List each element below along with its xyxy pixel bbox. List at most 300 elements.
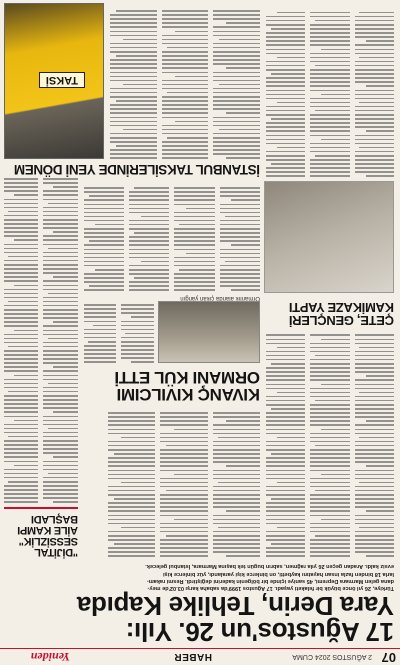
body-text-line (266, 130, 305, 132)
body-text-line (4, 502, 39, 504)
body-text-line (4, 272, 39, 274)
body-text-line (266, 16, 305, 18)
body-text-line (44, 375, 79, 377)
body-text-line (162, 84, 209, 86)
body-text-line (8, 391, 38, 393)
body-text-line (266, 400, 305, 402)
body-text-line (14, 194, 39, 196)
body-text-line (44, 309, 79, 311)
body-text-line (220, 204, 260, 206)
body-text-line (355, 498, 394, 500)
body-text-line (220, 236, 260, 238)
body-text-line (175, 277, 215, 279)
body-text-line (108, 461, 155, 463)
body-text-line (277, 102, 305, 104)
body-text-line (213, 551, 260, 553)
body-text-line (4, 334, 39, 336)
body-text-line (123, 84, 157, 86)
body-text-line (315, 20, 350, 22)
second-story-photo (158, 301, 260, 363)
body-text-line (266, 478, 305, 480)
body-text-line (175, 228, 215, 230)
body-text-line (310, 416, 349, 418)
body-text-line (4, 227, 39, 229)
body-text-line (310, 45, 349, 47)
body-text-line (355, 429, 394, 431)
body-text-line (44, 199, 79, 201)
body-text-line (44, 391, 79, 393)
body-text-line (160, 449, 207, 451)
body-text-line (175, 31, 209, 33)
body-text-line (44, 497, 79, 499)
body-text-line (160, 523, 207, 525)
body-text-line (84, 333, 117, 335)
body-text-line (175, 195, 215, 197)
body-text-line (175, 216, 215, 218)
body-text-line (44, 399, 79, 401)
body-text-line (48, 428, 78, 430)
body-text-line (310, 556, 349, 558)
body-text-line (110, 137, 157, 139)
body-text-line (355, 143, 394, 145)
body-text-line (48, 203, 78, 205)
body-text-line (213, 100, 260, 102)
body-text-line (162, 96, 209, 98)
body-text-line (160, 527, 207, 529)
body-text-line (44, 371, 79, 373)
body-text-line (310, 449, 349, 451)
body-text-line (355, 486, 394, 488)
body-text-line (226, 510, 260, 512)
body-text-line (310, 527, 349, 529)
body-text-line (129, 244, 169, 246)
body-text-line (266, 510, 305, 512)
body-text-line (53, 321, 78, 323)
body-text-line (355, 106, 394, 108)
body-text-line (366, 130, 394, 132)
body-text-line (160, 539, 207, 541)
body-text-line (14, 240, 39, 242)
body-text-line (84, 249, 124, 251)
body-text-line (266, 339, 305, 341)
body-text-line (122, 357, 155, 359)
body-text-line (167, 92, 208, 94)
body-text-line (162, 72, 209, 74)
body-text-line (220, 187, 260, 189)
body-text-line (315, 355, 350, 357)
body-text-line (44, 325, 79, 327)
body-text-line (310, 118, 349, 120)
body-text-line (44, 436, 79, 438)
body-text-line (213, 502, 260, 504)
body-text-line (108, 510, 155, 512)
body-text-line (213, 535, 260, 537)
body-text-line (266, 412, 305, 414)
body-text-line (266, 449, 305, 451)
body-text-line (366, 510, 394, 512)
body-text-line (4, 182, 39, 184)
body-text-line (162, 108, 209, 110)
body-text-line (174, 474, 208, 476)
body-text-line (110, 149, 157, 151)
body-text-line (108, 474, 155, 476)
body-text-line (355, 425, 394, 427)
body-text-line (310, 130, 349, 132)
second-story-photo-caption: Ormanlık alanda çıkan yangın (180, 295, 260, 301)
body-text-line (129, 285, 169, 287)
body-text-line (84, 281, 124, 283)
body-text-line (266, 556, 305, 558)
body-text-line (175, 236, 215, 238)
body-text-line (4, 297, 39, 299)
body-text-line (310, 478, 349, 480)
body-text-line (110, 31, 157, 33)
body-text-line (213, 10, 260, 12)
body-text-line (134, 187, 169, 189)
body-text-line (355, 400, 394, 402)
body-text-line (160, 515, 207, 517)
body-text-line (4, 461, 39, 463)
side-story-headline-line-4: BAŞLADI (31, 513, 78, 525)
body-text-line (110, 141, 157, 143)
lead-spot-line-2: dana gelen Marmara Depremi, 45 saniye içinde bir bölgenin kaderini değiştirdi. Resmi rakam- (146, 577, 394, 584)
body-text-line (266, 445, 305, 447)
body-text-line (321, 339, 349, 341)
body-text-line (84, 187, 124, 189)
body-text-line (310, 61, 349, 63)
body-text-line (266, 429, 305, 431)
body-text-line (315, 400, 350, 402)
body-text-line (160, 510, 207, 512)
body-text-line (175, 281, 215, 283)
body-text-line (213, 145, 260, 147)
body-text-line (231, 244, 260, 246)
body-text-line (84, 345, 117, 347)
second-story-headline-line-1: KIVANÇ KIVILCIMI (116, 385, 260, 404)
body-text-line (213, 506, 260, 508)
body-text-line (48, 293, 78, 295)
body-text-line (266, 135, 305, 137)
body-text-line (355, 494, 394, 496)
body-text-line (44, 223, 79, 225)
body-text-line (4, 371, 39, 373)
body-text-line (110, 67, 157, 69)
body-text-line (141, 261, 170, 263)
body-text-line (213, 515, 260, 517)
body-text-line (310, 57, 349, 59)
side-story-headline (4, 513, 78, 557)
body-text-line (122, 304, 155, 306)
body-text-line (160, 412, 207, 414)
body-text-line (44, 346, 79, 348)
body-text-line (116, 55, 157, 57)
body-text-line (310, 40, 349, 42)
body-text-line (310, 494, 349, 496)
body-text-line (95, 224, 124, 226)
body-text-line (220, 228, 260, 230)
body-text-line (355, 547, 394, 549)
body-text-line (44, 313, 79, 315)
body-text-line (213, 416, 260, 418)
body-text-line (4, 309, 39, 311)
body-text-column (175, 181, 215, 291)
body-text-line (4, 350, 39, 352)
body-text-line (108, 531, 155, 533)
body-text-line (44, 280, 79, 282)
body-text-line (4, 395, 39, 397)
body-text-line (44, 190, 79, 192)
body-text-line (366, 375, 394, 377)
body-text-line (84, 337, 117, 339)
body-text-line (226, 112, 260, 114)
body-text-line (4, 448, 39, 450)
body-text-line (179, 269, 214, 271)
body-text-line (110, 47, 157, 49)
body-text-line (266, 61, 305, 63)
body-text-column (108, 409, 155, 557)
body-text-line (266, 420, 305, 422)
body-text-line (310, 85, 349, 87)
body-text-line (355, 45, 394, 47)
body-text-line (277, 347, 305, 349)
body-text-line (110, 35, 157, 37)
body-text-line (321, 139, 349, 141)
body-text-line (122, 345, 155, 347)
body-text-line (110, 18, 157, 20)
body-text-line (108, 490, 155, 492)
body-text-line (129, 253, 169, 255)
body-text-line (266, 69, 305, 71)
taxi-roof-sign: TAKSİ (39, 72, 85, 88)
body-text-line (310, 453, 349, 455)
body-text-line (218, 527, 260, 529)
body-text-line (121, 482, 155, 484)
body-text-line (175, 204, 215, 206)
second-story-headline-line-2: ORMANI KÜL ETTİ (114, 368, 260, 387)
body-text-line (355, 94, 394, 96)
body-text-line (310, 515, 349, 517)
body-text-line (116, 100, 157, 102)
body-text-line (359, 482, 394, 484)
body-text-line (310, 498, 349, 500)
body-text-line (213, 121, 260, 123)
body-text-line (121, 527, 155, 529)
body-text-line (266, 519, 305, 521)
body-text-line (4, 244, 39, 246)
body-text-line (310, 334, 349, 336)
body-text-line (4, 440, 39, 442)
body-text-line (213, 31, 260, 33)
body-text-line (44, 452, 79, 454)
body-text-line (84, 257, 124, 259)
body-text-line (219, 129, 260, 131)
body-text-line (213, 59, 260, 61)
body-text-line (110, 125, 157, 127)
body-text-line (213, 55, 260, 57)
body-text-line (220, 257, 260, 259)
body-text-line (14, 330, 39, 332)
body-text-line (310, 126, 349, 128)
body-text-line (84, 312, 117, 314)
body-text-line (266, 441, 305, 443)
body-text-line (44, 235, 79, 237)
body-text-line (213, 519, 260, 521)
body-text-line (213, 137, 260, 139)
body-text-line (179, 224, 214, 226)
body-text-line (53, 502, 78, 504)
body-text-line (266, 155, 305, 157)
body-text-line (160, 498, 207, 500)
body-text-line (166, 535, 208, 537)
body-text-line (355, 155, 394, 157)
body-text-line (266, 551, 305, 553)
body-text-line (44, 330, 79, 332)
body-text-line (355, 118, 394, 120)
body-text-line (310, 470, 349, 472)
body-text-line (355, 461, 394, 463)
body-text-line (4, 354, 39, 356)
body-text-line (84, 191, 124, 193)
body-text-column (213, 5, 260, 159)
body-text-line (122, 337, 155, 339)
body-text-column (310, 331, 349, 557)
body-text-line (129, 281, 169, 283)
body-text-line (8, 301, 38, 303)
body-text-line (4, 207, 39, 209)
body-text-line (160, 494, 207, 496)
body-text-line (266, 40, 305, 42)
body-text-line (48, 338, 78, 340)
body-text-line (108, 519, 155, 521)
body-text-line (213, 470, 260, 472)
body-text-line (355, 151, 394, 153)
body-text-line (266, 465, 305, 467)
third-story-text-2 (266, 5, 394, 177)
body-text-line (4, 178, 39, 180)
body-text-line (129, 228, 169, 230)
body-text-line (266, 474, 305, 476)
body-text-line (84, 253, 124, 255)
body-text-line (175, 290, 215, 292)
body-text-line (213, 133, 260, 135)
body-text-line (226, 67, 260, 69)
body-text-line (110, 153, 157, 155)
body-text-line (131, 362, 154, 364)
body-text-line (84, 212, 124, 214)
body-text-line (4, 199, 39, 201)
body-text-line (310, 379, 349, 381)
body-text-line (310, 28, 349, 30)
body-text-line (4, 379, 39, 381)
body-text-line (277, 147, 305, 149)
body-text-line (44, 465, 79, 467)
body-text-line (366, 556, 394, 558)
publication-date: 2 AĞUSTOS 2024 CUMA (292, 653, 372, 660)
body-text-line (355, 16, 394, 18)
body-text-line (166, 490, 208, 492)
body-text-line (355, 20, 394, 22)
body-text-line (4, 407, 39, 409)
body-text-line (162, 145, 209, 147)
body-text-column (266, 331, 305, 557)
body-text-line (44, 444, 79, 446)
body-text-line (110, 72, 157, 74)
body-text-line (310, 12, 349, 14)
body-text-line (310, 392, 349, 394)
body-text-line (310, 135, 349, 137)
body-text-line (277, 392, 305, 394)
body-text-line (4, 186, 39, 188)
body-text-line (359, 527, 394, 529)
body-text-line (4, 190, 39, 192)
body-text-line (162, 112, 209, 114)
body-text-line (175, 265, 215, 267)
body-text-line (310, 539, 349, 541)
body-text-line (266, 351, 305, 353)
body-text-line (310, 371, 349, 373)
body-text-line (162, 22, 209, 24)
body-text-line (321, 49, 349, 51)
body-text-line (44, 207, 79, 209)
body-text-line (122, 329, 155, 331)
body-text-line (110, 117, 157, 119)
body-text-line (213, 153, 260, 155)
body-text-line (355, 523, 394, 525)
body-text-line (355, 90, 394, 92)
body-text-line (266, 457, 305, 459)
body-text-line (95, 269, 124, 271)
third-story-headline-line-1: ÇETE, GENÇLERİ (289, 313, 394, 328)
body-text-line (271, 163, 306, 165)
body-text-line (4, 485, 39, 487)
body-text-column (129, 181, 169, 291)
body-text-line (219, 39, 260, 41)
body-text-line (175, 244, 215, 246)
body-text-line (108, 535, 155, 537)
body-text-line (160, 470, 207, 472)
body-text-line (174, 429, 208, 431)
body-text-line (359, 102, 394, 104)
body-text-line (213, 494, 260, 496)
section-label: HABER (173, 651, 212, 662)
body-text-line (220, 208, 260, 210)
body-text-line (44, 485, 79, 487)
body-text-line (162, 27, 209, 29)
body-text-line (44, 342, 79, 344)
body-text-line (213, 43, 260, 45)
body-text-line (4, 248, 39, 250)
body-text-line (310, 347, 349, 349)
third-story-text (266, 331, 394, 557)
body-text-line (355, 159, 394, 161)
body-text-line (134, 277, 169, 279)
body-text-line (44, 211, 79, 213)
body-text-line (4, 456, 39, 458)
body-text-line (4, 432, 39, 434)
body-text-line (220, 191, 260, 193)
body-text-line (84, 216, 124, 218)
body-text-line (53, 231, 78, 233)
body-text-line (266, 433, 305, 435)
body-text-line (123, 39, 157, 41)
body-text-line (213, 27, 260, 29)
body-text-line (4, 321, 39, 323)
body-text-line (355, 28, 394, 30)
body-text-line (355, 122, 394, 124)
body-text-line (108, 433, 155, 435)
body-text-line (225, 261, 260, 263)
body-text-line (266, 143, 305, 145)
